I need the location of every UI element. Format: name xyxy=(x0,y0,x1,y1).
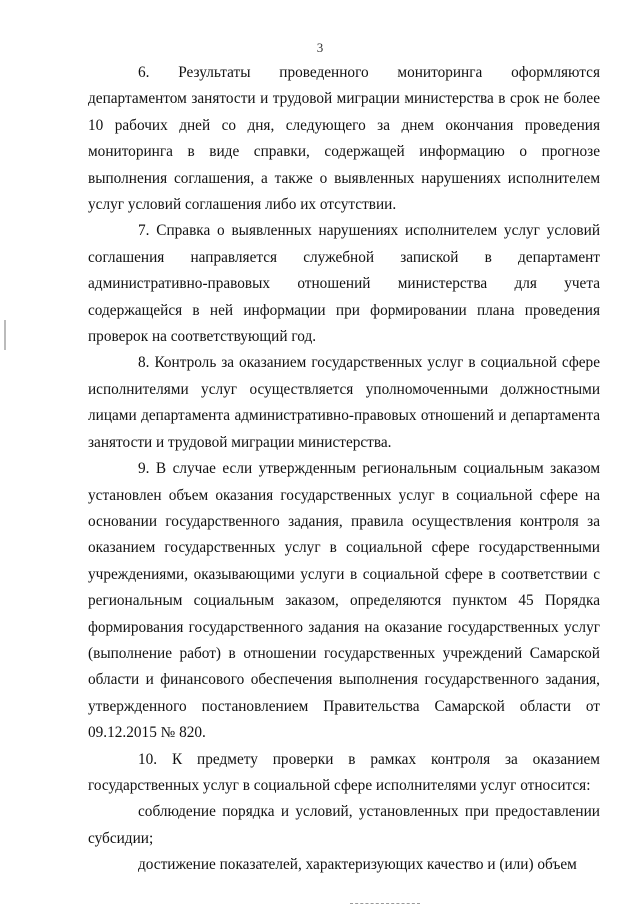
bottom-edge-mark xyxy=(350,903,420,905)
page-number: 3 xyxy=(316,40,324,55)
scan-edge-mark xyxy=(4,320,6,350)
document-body xyxy=(88,60,600,879)
paragraph-10: 10. К предмету проверки в рамках контроля за оказанием государственных услуг в социальной сфере исполнителями услуг относится: xyxy=(88,750,600,794)
paragraph-indicators: достижение показателей, характеризующих качество и (или) объем xyxy=(138,856,577,874)
paragraph-subsidy-conditions: соблюдение порядка и условий, установленных при предоставлении субсидии; xyxy=(88,803,600,847)
paragraph-8: 8. Контроль за оказанием государственных услуг в социальной сфере исполнителями услуг осуществляется уполномоченными должностными лицами департамента административно-правовых отношений и департамента занятости и трудовой миграции министерства. xyxy=(88,354,600,451)
paragraph-6: 6. Результаты проведенного мониторинга оформляются департаментом занятости и трудовой миграции министерства в срок не более 10 рабочих дней со дня, следующего за днем окончания проведения мониторинга в виде справки, содержащей информацию о прогнозе выполнения соглашения, а также о выявленных нарушениях исполнителем услуг условий соглашения либо их отсутствии. xyxy=(88,64,600,214)
paragraph-9: 9. В случае если утвержденным региональным социальным заказом установлен объем оказания государственных услуг в социальной сфере на основании государственного задания, правила осуществления контроля за оказанием государственных услуг в социальной сфере государственными учреждениями, оказывающими услуги в социальной сфере в соответствии с региональным социальным заказом, определяются пунктом 45 Порядка формирования государственного задания на оказание государственных услуг (выполнение работ) в отношении государственных учреждений Самарской области и финансового обеспечения выполнения государственного задания, утвержденного постановлением Правительства Самарской области от 09.12.2015 № 820. xyxy=(88,460,600,742)
paragraph-7: 7. Справка о выявленных нарушениях исполнителем услуг условий соглашения направляется служебной запиской в департамент административно-правовых отношений министерства для учета содержащейся в ней информации при формировании плана проведения проверок на соответствующий год. xyxy=(88,222,600,346)
